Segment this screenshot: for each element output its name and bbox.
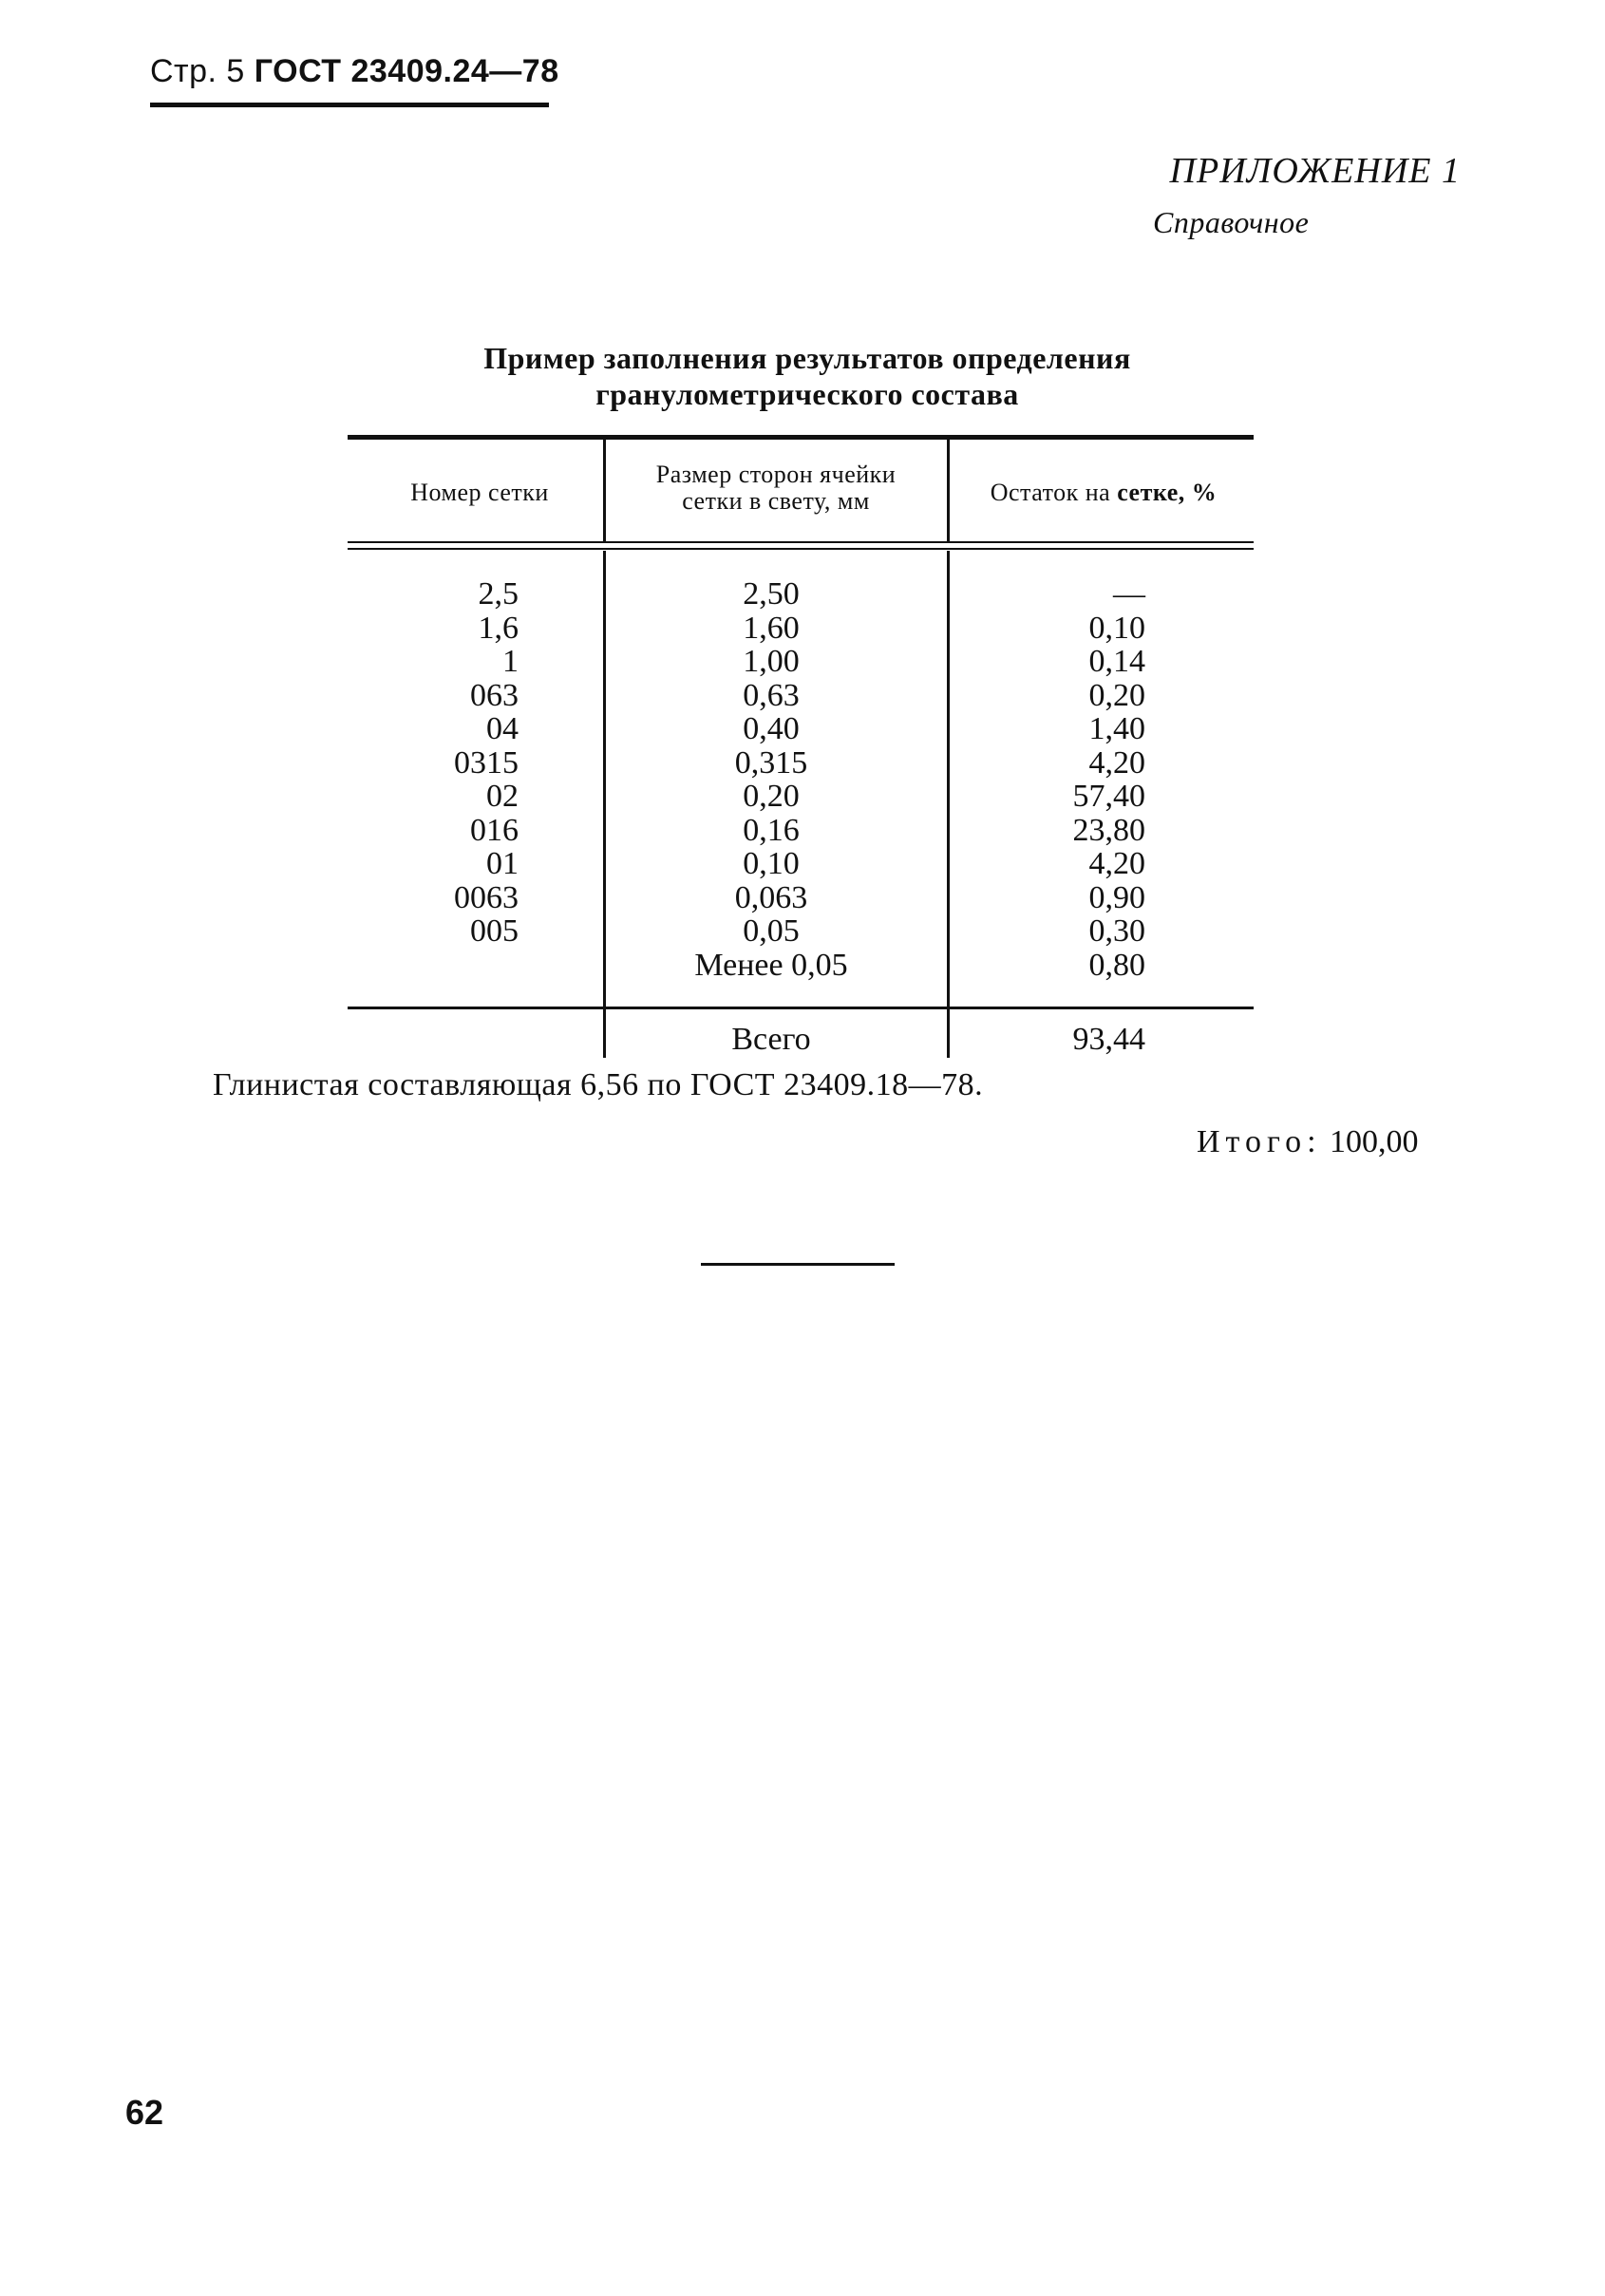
column-header-mesh: Номер сетки xyxy=(410,479,549,506)
residue-cell: 0,20 xyxy=(1088,677,1145,713)
size-column xyxy=(604,577,938,982)
appendix-title: ПРИЛОЖЕНИЕ 1 xyxy=(1169,151,1461,191)
mesh-cell: 1,6 xyxy=(478,610,519,646)
column-divider-1 xyxy=(603,440,606,542)
residue-cell: 23,80 xyxy=(1072,812,1145,848)
table-title-line1: Пример заполнения результатов определения xyxy=(483,341,1131,375)
column-header-size-line1: Размер сторон ячейки xyxy=(655,461,897,488)
mesh-cell: 04 xyxy=(486,711,519,746)
total-value: 93,44 xyxy=(1072,1022,1145,1057)
size-cell: 2,50 xyxy=(743,576,800,612)
mesh-cell: 01 xyxy=(486,846,519,881)
header-bottom-rule-2 xyxy=(348,548,1254,550)
residue-cell: 0,30 xyxy=(1088,913,1145,949)
column-divider-2-body xyxy=(947,551,950,1058)
residue-cell: 57,40 xyxy=(1072,779,1145,814)
mesh-cell: 016 xyxy=(470,812,519,848)
size-cell: 1,00 xyxy=(743,644,800,679)
size-cell: 0,40 xyxy=(743,711,800,746)
page-number: 62 xyxy=(125,2093,164,2132)
residue-cell: 0,10 xyxy=(1088,610,1145,646)
total-separator-rule xyxy=(348,1007,1254,1009)
residue-column xyxy=(959,577,1145,982)
header-bottom-rule-1 xyxy=(348,541,1254,543)
residue-cell: 0,80 xyxy=(1088,947,1145,983)
column-header-size-line2: сетки в свету, мм xyxy=(682,487,870,515)
mesh-cell: 0315 xyxy=(454,744,519,781)
size-cell: 0,63 xyxy=(743,677,800,713)
standard-number: ГОСТ 23409.24—78 xyxy=(254,53,559,89)
residue-cell: 0,14 xyxy=(1088,644,1145,679)
column-divider-2 xyxy=(947,440,950,542)
page-label: Стр. 5 xyxy=(150,53,245,89)
total-label: Всего xyxy=(731,1022,811,1057)
size-cell: 1,60 xyxy=(743,610,800,646)
mesh-cell: 063 xyxy=(470,677,519,713)
grand-total xyxy=(1197,1124,1419,1160)
header-rule xyxy=(150,103,549,107)
table-top-rule xyxy=(348,435,1254,440)
end-rule xyxy=(701,1263,895,1266)
size-cell: 0,063 xyxy=(734,879,808,915)
table-title-line2: гранулометрического состава xyxy=(595,377,1019,411)
residue-cell: 0,90 xyxy=(1088,879,1145,915)
clay-component-note: Глинистая составляющая 6,56 по ГОСТ 23409.18—78. xyxy=(213,1067,984,1102)
size-cell: 0,315 xyxy=(734,744,808,781)
mesh-cell: 005 xyxy=(470,913,519,949)
mesh-column xyxy=(361,577,519,982)
size-cell: 0,16 xyxy=(743,812,800,848)
size-cell: 0,20 xyxy=(743,779,800,814)
residue-cell: 4,20 xyxy=(1088,744,1145,781)
column-header-residue: Остаток на сетке, % xyxy=(990,479,1218,506)
column-header-size xyxy=(610,461,942,515)
mesh-cell: 0063 xyxy=(454,879,519,915)
grand-total-value: 100,00 xyxy=(1330,1124,1419,1159)
mesh-cell xyxy=(361,949,519,983)
size-cell: Менее 0,05 xyxy=(694,947,848,983)
mesh-cell: 02 xyxy=(486,779,519,814)
grand-total-label: Итого: xyxy=(1197,1124,1322,1159)
appendix-type: Справочное xyxy=(1153,205,1310,239)
residue-cell: 4,20 xyxy=(1088,846,1145,881)
mesh-cell: 2,5 xyxy=(478,576,519,612)
size-cell: 0,10 xyxy=(743,846,800,881)
residue-cell: 1,40 xyxy=(1088,711,1145,746)
page-header xyxy=(150,53,559,90)
residue-cell: — xyxy=(1113,576,1145,612)
size-cell: 0,05 xyxy=(743,913,800,949)
mesh-cell: 1 xyxy=(502,644,519,679)
